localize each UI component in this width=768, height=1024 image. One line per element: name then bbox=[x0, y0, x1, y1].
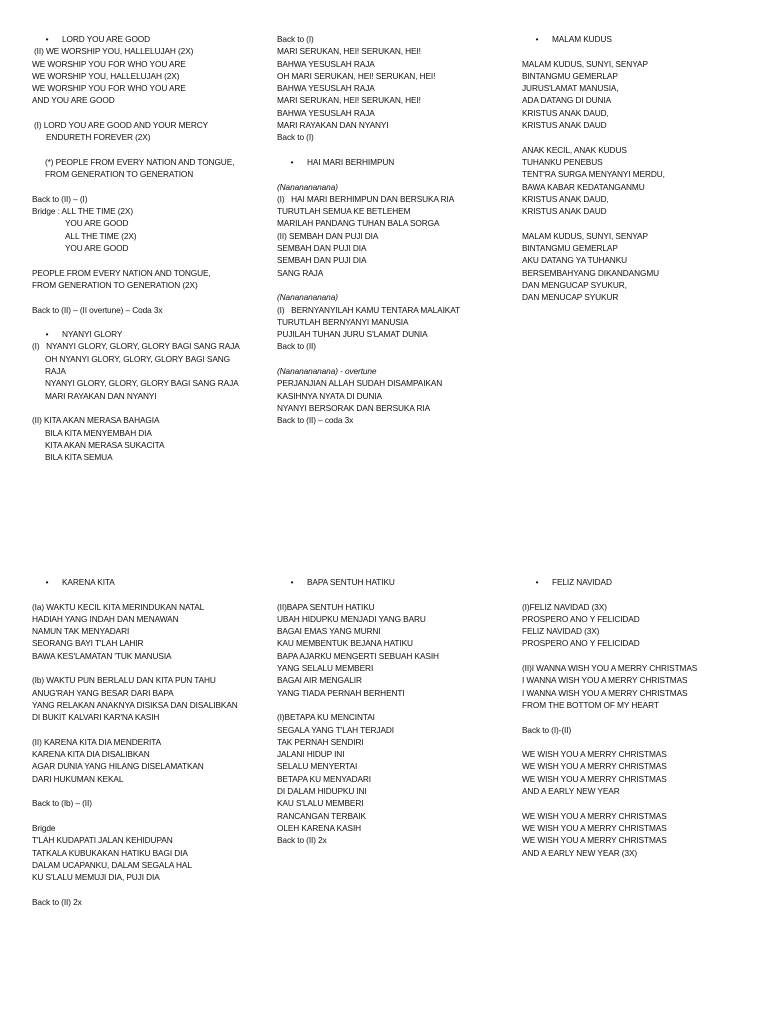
lyric-line: FROM GENERATION TO GENERATION (2X) bbox=[32, 279, 198, 290]
song-block-lord-you-are-good bbox=[32, 33, 264, 463]
lyric-line: MARI RAYAKAN DAN NYANYI bbox=[277, 120, 389, 131]
blank-line bbox=[522, 650, 754, 662]
blank-line bbox=[522, 797, 754, 809]
lyric-line: (Ib) WAKTU PUN BERLALU DAN KITA PUN TAHU bbox=[32, 675, 216, 686]
lyric-line: I WANNA WISH YOU A MERRY CHRISTMAS bbox=[522, 687, 688, 698]
lyric-line: AND A EARLY NEW YEAR (3X) bbox=[522, 847, 638, 858]
bullet-icon: • bbox=[290, 156, 294, 167]
blank-line bbox=[522, 45, 754, 57]
lyric-line: KAU S'LALU MEMBERI bbox=[277, 798, 364, 809]
lyric-line: YANG TIADA PERNAH BERHENTI bbox=[277, 687, 405, 698]
lyric-line: (I)FELIZ NAVIDAD (3X) bbox=[522, 601, 607, 612]
lyric-line: KRISTUS ANAK DAUD bbox=[522, 206, 607, 217]
lyric-line: RANCANGAN TERBAIK bbox=[277, 810, 366, 821]
bullet-icon: • bbox=[290, 577, 294, 587]
lyric-line: SEMBAH DAN PUJI DIA bbox=[277, 255, 367, 266]
lyric-line: (I) HAI MARI BERHIMPUN DAN BERSUKA RIA bbox=[277, 193, 455, 204]
blank-line bbox=[522, 588, 754, 600]
lyric-line: (II) KITA AKAN MERASA BAHAGIA bbox=[32, 415, 160, 426]
lyric-line: (I) LORD YOU ARE GOOD AND YOUR MERCY bbox=[34, 120, 209, 131]
lyric-line: TATKALA KUBUKAKAN HATIKU BAGI DIA bbox=[32, 847, 188, 858]
lyric-line: YANG SELALU MEMBERI bbox=[277, 663, 374, 674]
lyric-line: ALL THE TIME (2X) bbox=[65, 230, 137, 241]
song-title bbox=[277, 576, 509, 588]
lyric-line: (Nananananana) - overtune bbox=[277, 366, 377, 377]
lyric-line: WE WISH YOU A MERRY CHRISTMAS bbox=[522, 835, 667, 846]
song-title bbox=[32, 328, 264, 340]
lyric-line: OH NYANYI GLORY, GLORY, GLORY BAGI SANG bbox=[45, 353, 231, 364]
lyric-line: SEORANG BAYI T'LAH LAHIR bbox=[32, 638, 144, 649]
blank-line bbox=[32, 588, 264, 600]
lyric-line: KASIHNYA NYATA DI DUNIA bbox=[277, 390, 382, 401]
lyric-line: HADIAH YANG INDAH DAN MENAWAN bbox=[32, 613, 179, 624]
lyric-line: TAK PERNAH SENDIRI bbox=[277, 736, 364, 747]
blank-line bbox=[32, 144, 264, 156]
lyric-line: BINTANGMU GEMERLAP bbox=[522, 243, 618, 254]
lyric-line: PUJILAH TUHAN JURU S'LAMAT DUNIA bbox=[277, 329, 428, 340]
blank-line bbox=[32, 785, 264, 797]
lyric-line: Brigde bbox=[32, 822, 56, 833]
lyric-line: (Ia) WAKTU KECIL KITA MERINDUKAN NATAL bbox=[32, 601, 205, 612]
lyric-line: WE WISH YOU A MERRY CHRISTMAS bbox=[522, 810, 667, 821]
bullet-icon: • bbox=[45, 329, 49, 340]
lyric-line: (*) PEOPLE FROM EVERY NATION AND TONGUE, bbox=[45, 156, 235, 167]
blank-line bbox=[32, 402, 264, 414]
blank-line bbox=[32, 662, 264, 674]
lyric-line: BAWA KABAR KEDATANGANMU bbox=[522, 181, 645, 192]
lyric-line: JURUS'LAMAT MANUSIA, bbox=[522, 83, 619, 94]
blank-line bbox=[277, 353, 509, 365]
lyric-line: SELALU MENYERTAI bbox=[277, 761, 358, 772]
blank-line bbox=[32, 107, 264, 119]
blank-line bbox=[32, 724, 264, 736]
lyric-line: (II)BAPA SENTUH HATIKU bbox=[277, 601, 375, 612]
blank-line bbox=[522, 736, 754, 748]
lyric-line: WE WISH YOU A MERRY CHRISTMAS bbox=[522, 749, 667, 760]
lyric-line: MARI SERUKAN, HEI! SERUKAN, HEI! bbox=[277, 95, 421, 106]
song-block-hai-mari bbox=[277, 33, 509, 427]
blank-line bbox=[277, 279, 509, 291]
lyric-line: NAMUN TAK MENYADARI bbox=[32, 626, 130, 637]
blank-line bbox=[522, 131, 754, 143]
lyric-line: TURUTLAH BERNYANYI MANUSIA bbox=[277, 316, 409, 327]
lyric-line: PROSPERO ANO Y FELICIDAD bbox=[522, 638, 640, 649]
lyric-line: YOU ARE GOOD bbox=[65, 243, 129, 254]
blank-line bbox=[522, 711, 754, 723]
lyric-line: (II)I WANNA WISH YOU A MERRY CHRISTMAS bbox=[522, 663, 698, 674]
lyric-line: BAPA AJARKU MENGERTI SEBUAH KASIH bbox=[277, 650, 439, 661]
lyric-line: BILA KITA SEMUA bbox=[45, 452, 113, 463]
lyric-line: ANAK KECIL, ANAK KUDUS bbox=[522, 144, 627, 155]
lyric-line: DI BUKIT KALVARI KAR'NA KASIH bbox=[32, 712, 160, 723]
lyric-line: (I) NYANYI GLORY, GLORY, GLORY BAGI SANG RAJA bbox=[32, 341, 240, 352]
lyric-line: AND YOU ARE GOOD bbox=[32, 95, 115, 106]
lyric-line: WE WISH YOU A MERRY CHRISTMAS bbox=[522, 822, 667, 833]
song-title-text: KARENA KITA bbox=[62, 577, 115, 587]
song-title-text: HAI MARI BERHIMPUN bbox=[307, 156, 395, 167]
blank-line bbox=[32, 181, 264, 193]
song-title bbox=[522, 576, 754, 588]
lyric-line: KAU MEMBENTUK BEJANA HATIKU bbox=[277, 638, 413, 649]
lyric-line: PROSPERO ANO Y FELICIDAD bbox=[522, 613, 640, 624]
lyric-line: (Nananananana) bbox=[277, 181, 338, 192]
lyric-line: FROM GENERATION TO GENERATION bbox=[45, 169, 194, 180]
lyric-line: MARI RAYAKAN DAN NYANYI bbox=[45, 390, 157, 401]
song-block-bapa-sentuh-hatiku bbox=[277, 576, 509, 847]
lyric-line: Back to (II) 2x bbox=[32, 896, 82, 907]
lyric-line: OLEH KARENA KASIH bbox=[277, 822, 362, 833]
blank-line bbox=[32, 291, 264, 303]
lyric-line: (I) BERNYANYILAH KAMU TENTARA MALAIKAT bbox=[277, 304, 461, 315]
song-title-text: FELIZ NAVIDAD bbox=[552, 577, 612, 587]
lyric-line: DARI HUKUMAN KEKAL bbox=[32, 773, 124, 784]
lyric-line: BAHWA YESUSLAH RAJA bbox=[277, 107, 375, 118]
song-block-feliz-navidad bbox=[522, 576, 754, 859]
bullet-icon: • bbox=[535, 34, 539, 44]
lyric-line: AGAR DUNIA YANG HILANG DISELAMATKAN bbox=[32, 761, 204, 772]
lyric-line: Back to (I)-(II) bbox=[522, 724, 572, 735]
lyric-line: (II) SEMBAH DAN PUJI DIA bbox=[277, 230, 379, 241]
song-title bbox=[32, 33, 264, 45]
lyric-line: Back to (II) – (I) bbox=[32, 193, 88, 204]
lyric-line: UBAH HIDUPKU MENJADI YANG BARU bbox=[277, 613, 426, 624]
lyric-line: Bridge : ALL THE TIME (2X) bbox=[32, 206, 133, 217]
blank-line bbox=[277, 699, 509, 711]
lyric-line: FELIZ NAVIDAD (3X) bbox=[522, 626, 600, 637]
lyric-line: BAHWA YESUSLAH RAJA bbox=[277, 83, 375, 94]
bullet-icon: • bbox=[45, 577, 49, 587]
lyric-line: WE WISH YOU A MERRY CHRISTMAS bbox=[522, 761, 667, 772]
lyric-line: BETAPA KU MENYADARI bbox=[277, 773, 371, 784]
lyric-line: BILA KITA MENYEMBAH DIA bbox=[45, 427, 152, 438]
lyric-line: KARENA KITA DIA DISALIBKAN bbox=[32, 749, 150, 760]
lyric-line: DAN MENGUCAP SYUKUR, bbox=[522, 279, 627, 290]
lyric-line: MARI SERUKAN, HEI! SERUKAN, HEI! bbox=[277, 46, 421, 57]
lyric-line: PERJANJIAN ALLAH SUDAH DISAMPAIKAN bbox=[277, 378, 443, 389]
song-title-text: MALAM KUDUS bbox=[552, 34, 612, 44]
lyric-line: T'LAH KUDAPATI JALAN KEHIDUPAN bbox=[32, 835, 173, 846]
lyric-line: ENDURETH FOREVER (2X) bbox=[46, 132, 151, 143]
lyric-line: SEGALA YANG T'LAH TERJADI bbox=[277, 724, 394, 735]
song-block-karena-kita bbox=[32, 576, 264, 908]
lyric-line: WE WORSHIP YOU FOR WHO YOU ARE bbox=[32, 83, 186, 94]
lyric-line: (I)BETAPA KU MENCINTAI bbox=[277, 712, 375, 723]
lyric-line: BERSEMBAHYANG DIKANDANGMU bbox=[522, 267, 660, 278]
lyric-line: KITA AKAN MERASA SUKACITA bbox=[45, 439, 165, 450]
lyric-line: KU S'LALU MEMUJI DIA, PUJI DIA bbox=[32, 872, 160, 883]
lyric-line: MALAM KUDUS, SUNYI, SENYAP bbox=[522, 230, 648, 241]
lyric-line: ADA DATANG DI DUNIA bbox=[522, 95, 612, 106]
lyric-line: AKU DATANG YA TUHANKU bbox=[522, 255, 628, 266]
lyric-line: Back to (I) bbox=[277, 34, 314, 44]
lyric-line: Back to (II) – coda 3x bbox=[277, 415, 354, 426]
lyric-line: ANUG'RAH YANG BESAR DARI BAPA bbox=[32, 687, 174, 698]
lyric-line: SEMBAH DAN PUJI DIA bbox=[277, 243, 367, 254]
song-title-text: LORD YOU ARE GOOD bbox=[62, 34, 151, 44]
lyric-line: (Nananananana) bbox=[277, 292, 338, 303]
lyric-line: DI DALAM HIDUPKU INI bbox=[277, 786, 367, 797]
lyric-line: TENT'RA SURGA MENYANYI MERDU, bbox=[522, 169, 665, 180]
lyric-line: (II) WE WORSHIP YOU, HALLELUJAH (2X) bbox=[34, 46, 194, 57]
lyric-line: DALAM UCAPANKU, DALAM SEGALA HAL bbox=[32, 859, 192, 870]
lyric-line: YOU ARE GOOD bbox=[65, 218, 129, 229]
song-block-malam-kudus bbox=[522, 33, 754, 304]
lyric-line: BAGAI AIR MENGALIR bbox=[277, 675, 362, 686]
lyric-line: RAJA bbox=[45, 366, 66, 377]
blank-line bbox=[277, 168, 509, 180]
lyric-line: SANG RAJA bbox=[277, 267, 324, 278]
song-title bbox=[32, 576, 264, 588]
lyric-line: Back to (Ib) – (II) bbox=[32, 798, 92, 809]
song-title bbox=[277, 156, 509, 168]
blank-line bbox=[32, 254, 264, 266]
blank-line bbox=[522, 217, 754, 229]
bullet-icon: • bbox=[535, 577, 539, 587]
blank-line bbox=[32, 883, 264, 895]
lyric-line: BAGAI EMAS YANG MURNI bbox=[277, 626, 381, 637]
lyric-line: Back to (II) 2x bbox=[277, 835, 327, 846]
lyric-line: BAHWA YESUSLAH RAJA bbox=[277, 58, 375, 69]
lyric-line: FROM THE BOTTOM OF MY HEART bbox=[522, 699, 659, 710]
lyric-line: BINTANGMU GEMERLAP bbox=[522, 70, 618, 81]
lyric-line: WE WISH YOU A MERRY CHRISTMAS bbox=[522, 773, 667, 784]
bullet-icon: • bbox=[45, 34, 49, 44]
lyric-line: I WANNA WISH YOU A MERRY CHRISTMAS bbox=[522, 675, 688, 686]
song-title-text: BAPA SENTUH HATIKU bbox=[307, 577, 395, 587]
blank-line bbox=[277, 588, 509, 600]
lyric-line: NYANYI BERSORAK DAN BERSUKA RIA bbox=[277, 402, 431, 413]
lyric-line: MALAM KUDUS, SUNYI, SENYAP bbox=[522, 58, 648, 69]
lyric-line: JALANI HIDUP INI bbox=[277, 749, 345, 760]
lyric-line: Back to (II) bbox=[277, 341, 316, 352]
lyric-line: WE WORSHIP YOU, HALLELUJAH (2X) bbox=[32, 70, 180, 81]
lyric-line: YANG RELAKAN ANAKNYA DISIKSA DAN DISALIBKAN bbox=[32, 699, 238, 710]
blank-line bbox=[277, 144, 509, 156]
lyric-line: MARILAH PANDANG TUHAN BALA SORGA bbox=[277, 218, 440, 229]
lyric-line: KRISTUS ANAK DAUD, bbox=[522, 193, 609, 204]
lyric-line: BAWA KES'LAMATAN 'TUK MANUSIA bbox=[32, 650, 172, 661]
lyric-line: TUHANKU PENEBUS bbox=[522, 156, 603, 167]
blank-line bbox=[32, 810, 264, 822]
lyric-line: WE WORSHIP YOU FOR WHO YOU ARE bbox=[32, 58, 186, 69]
lyric-line: (II) KARENA KITA DIA MENDERITA bbox=[32, 736, 162, 747]
lyric-line: KRISTUS ANAK DAUD, bbox=[522, 107, 609, 118]
lyric-line: KRISTUS ANAK DAUD bbox=[522, 120, 607, 131]
lyric-line: TURUTLAH SEMUA KE BETLEHEM bbox=[277, 206, 411, 217]
lyric-line: PEOPLE FROM EVERY NATION AND TONGUE, bbox=[32, 267, 211, 278]
lyric-line: DAN MENUCAP SYUKUR bbox=[522, 292, 619, 303]
lyric-line: Back to (I) bbox=[277, 132, 314, 143]
lyric-line: OH MARI SERUKAN, HEI! SERUKAN, HEI! bbox=[277, 70, 436, 81]
song-title-text: NYANYI GLORY bbox=[62, 329, 123, 340]
song-title bbox=[522, 33, 754, 45]
lyric-line: AND A EARLY NEW YEAR bbox=[522, 786, 620, 797]
blank-line bbox=[32, 316, 264, 328]
lyric-line: NYANYI GLORY, GLORY, GLORY BAGI SANG RAJA bbox=[45, 378, 239, 389]
lyric-line: Back to (II) – (II overtune) – Coda 3x bbox=[32, 304, 163, 315]
